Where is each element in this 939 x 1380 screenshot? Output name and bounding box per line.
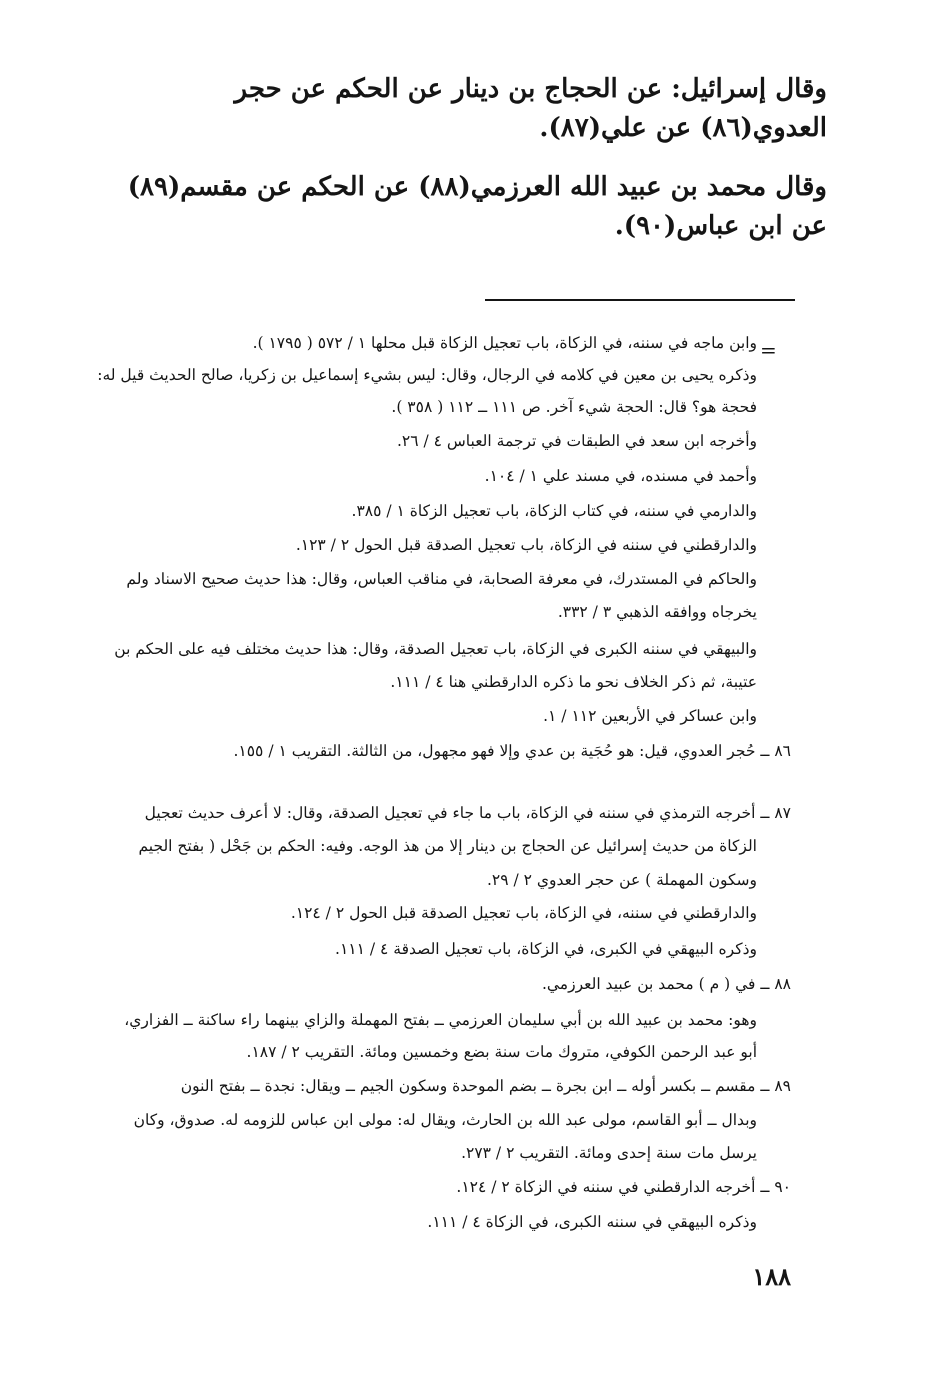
footnote-line: وأخرجه ابن سعد في الطبقات في ترجمة العباس ٤ / ٢٦.	[396, 432, 757, 450]
footnote-line: والدارقطني في سننه، في الزكاة، باب تعجيل الصدقة قبل الحول ٢ / ١٢٤.	[290, 904, 757, 922]
footnote-separator	[485, 299, 795, 301]
footnote-line: وهو: محمد بن عبيد الله بن أبي سليمان العرزمي ــ بفتح المهملة والزاي بينهما راء ساكنة ــ الفزاري،	[124, 1011, 757, 1029]
main-paragraph-2	[107, 168, 827, 246]
footnote-line: وذكره يحيى بن معين في كلامه في الرجال، وقال: ليس بشيء إسماعيل بن زكريا، صالح الحديث قيل له:	[97, 366, 757, 384]
footnote-line: عتيبة، ثم ذكر الخلاف نحو ما ذكره الدارقطني هنا ٤ / ١١١.	[390, 673, 757, 691]
footnote-line: أبو عبد الرحمن الكوفي، متروك مات سنة بضع وخمسين ومائة. التقريب ٢ / ١٨٧.	[246, 1043, 757, 1061]
footnote-line: والبيهقي في سننه الكبرى في الزكاة، باب تعجيل الصدقة، وقال: هذا حديث مختلف فيه على الحكم بن	[114, 640, 757, 658]
footnote-line: وسكون المهملة ) عن حجر العدوي ٢ / ٢٩.	[486, 871, 757, 889]
footnote-87: ٨٧ ــ أخرجه الترمذي في سننه في الزكاة، باب ما جاء في تعجيل الصدقة، وقال: لا أعرف حديث تعجيل	[144, 804, 791, 822]
footnote-line: وابن عساكر في الأربعين ١١٢ / ١.	[543, 707, 757, 725]
main-text-1: وقال إسرائيل: عن الحجاج بن دينار عن الحكم عن حجر العدوي(٨٦) عن علي(٨٧).	[234, 74, 827, 143]
footnote-line: فحجة هو؟ قال: الحجة شيء آخر. ص ١١١ ــ ١١٢ ( ٣٥٨ ).	[391, 398, 757, 416]
continuation-marker: =	[760, 338, 777, 362]
footnote-line: وأحمد في مسنده، في مسند علي ١ / ١٠٤.	[484, 467, 757, 485]
main-paragraph-1	[107, 70, 827, 148]
footnote-line: والدارقطني في سننه في الزكاة، باب تعجيل الصدقة قبل الحول ٢ / ١٢٣.	[295, 536, 757, 554]
main-text-2: وقال محمد بن عبيد الله العرزمي(٨٨) عن الحكم عن مقسم(٨٩) عن ابن عباس(٩٠).	[127, 172, 827, 241]
footnote-line: الزكاة من حديث إسرائيل عن الحجاج بن دينار إلا من هذ الوجه. وفيه: الحكم بن جَحْل ( بفتح الجيم	[138, 837, 757, 855]
page-number: ١٨٨	[752, 1262, 791, 1291]
footnote-88: ٨٨ ــ في ( م ) محمد بن عبيد العرزمي.	[541, 975, 791, 993]
footnote-line: يرسل مات سنة إحدى ومائة. التقريب ٢ / ٢٧٣.	[461, 1144, 757, 1162]
footnote-86: ٨٦ ــ حُجر العدوي، قيل: هو حُجَية بن عدي وإلا فهو مجهول، من الثالثة. التقريب ١ / ١٥٥.	[233, 742, 791, 760]
footnote-89: ٨٩ ــ مقسم ــ بكسر أوله ــ ابن بجرة ــ بضم الموحدة وسكون الجيم ــ ويقال: نجدة ــ بفتح النون	[180, 1077, 791, 1095]
footnote-line: وابن ماجه في سننه، في الزكاة، باب تعجيل الزكاة قبل محلها ١ / ٥٧٢ ( ١٧٩٥ ).	[252, 334, 757, 352]
footnote-line: يخرجاه ووافقه الذهبي ٣ / ٣٣٢.	[557, 603, 757, 621]
footnote-line: وبدال ــ أبو القاسم، مولى عبد الله بن الحارث، ويقال له: مولى ابن عباس للزومه له. صدوق، وكان	[133, 1111, 757, 1129]
footnote-line: وذكره البيهقي في الكبرى، في الزكاة، باب تعجيل الصدقة ٤ / ١١١.	[335, 940, 757, 958]
footnote-line: والدارمي في سننه، في كتاب الزكاة، باب تعجيل الزكاة ١ / ٣٨٥.	[351, 502, 757, 520]
footnote-90: ٩٠ ــ أخرجه الدارقطني في سننه في الزكاة ٢ / ١٢٤.	[456, 1178, 791, 1196]
footnote-line: والحاكم في المستدرك، في معرفة الصحابة، في مناقب العباس، وقال: هذا حديث صحيح الاسناد ولم	[126, 570, 757, 588]
footnote-line: وذكره البيهقي في سننه الكبرى، في الزكاة ٤ / ١١١.	[427, 1213, 757, 1231]
